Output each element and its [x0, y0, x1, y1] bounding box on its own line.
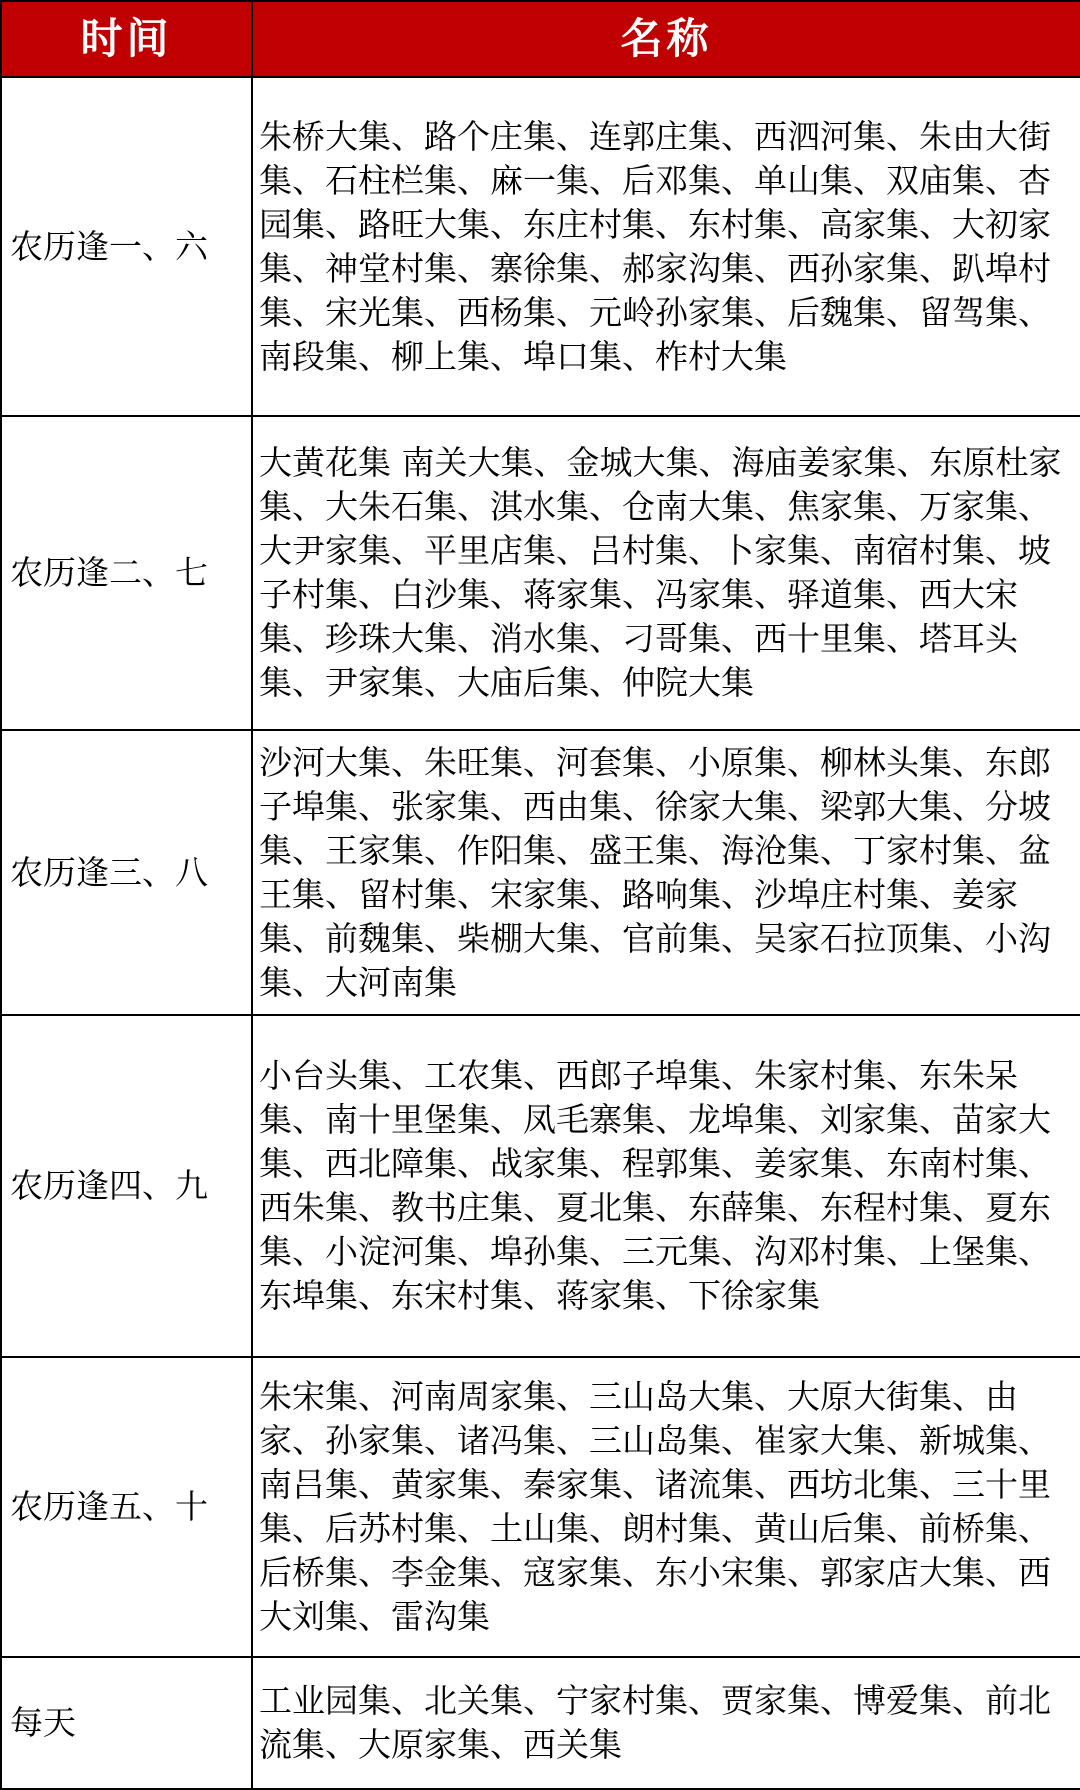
- row-time: 农历逢三、八: [1, 730, 252, 1015]
- table-row: [1, 416, 1080, 730]
- header-name: 名称: [252, 1, 1080, 77]
- row-time: 农历逢二、七: [1, 416, 252, 730]
- row-names: 大黄花集 南关大集、金城大集、海庙姜家集、东原杜家集、大朱石集、淇水集、仓南大集、焦家集、万家集、大尹家集、平里店集、吕村集、卜家集、南宿村集、坡子村集、白沙集、蒋家集、冯家集、驿道集、西大宋集、珍珠大集、消水集、刁哥集、西十里集、塔耳头集、尹家集、大庙后集、仲院大集: [252, 416, 1080, 730]
- row-names: 朱桥大集、路个庄集、连郭庄集、西泗河集、朱由大街集、石柱栏集、麻一集、后邓集、单山集、双庙集、杏园集、路旺大集、东庄村集、东村集、高家集、大初家集、神堂村集、寨徐集、郝家沟集、西孙家集、趴埠村集、宋光集、西杨集、元岭孙家集、后魏集、留驾集、南段集、柳上集、埠口集、柞村大集: [252, 77, 1080, 416]
- row-names: 工业园集、北关集、宁家村集、贾家集、博爱集、前北流集、大原家集、西关集: [252, 1657, 1080, 1789]
- row-time: 农历逢五、十: [1, 1357, 252, 1657]
- row-names: 小台头集、工农集、西郎子埠集、朱家村集、东朱呆集、南十里堡集、凤毛寨集、龙埠集、刘家集、苗家大集、西北障集、战家集、程郭集、姜家集、东南村集、西朱集、教书庄集、夏北集、东薛集、东程村集、夏东集、小淀河集、埠孙集、三元集、沟邓村集、上堡集、东埠集、东宋村集、蒋家集、下徐家集: [252, 1015, 1080, 1357]
- table-row: [1, 1657, 1080, 1789]
- header-time: 时间: [1, 1, 252, 77]
- row-time: 农历逢一、六: [1, 77, 252, 416]
- table-row: [1, 730, 1080, 1015]
- table-row: [1, 1015, 1080, 1357]
- table-row: [1, 77, 1080, 416]
- row-time: 每天: [1, 1657, 252, 1789]
- row-names: 朱宋集、河南周家集、三山岛大集、大原大街集、由家、孙家集、诸冯集、三山岛集、崔家大集、新城集、南吕集、黄家集、秦家集、诸流集、西坊北集、三十里集、后苏村集、土山集、朗村集、黄山后集、前桥集、后桥集、李金集、寇家集、东小宋集、郭家店大集、西大刘集、雷沟集: [252, 1357, 1080, 1657]
- table-header-row: [1, 1, 1080, 77]
- row-time: 农历逢四、九: [1, 1015, 252, 1357]
- row-names: 沙河大集、朱旺集、河套集、小原集、柳林头集、东郎子埠集、张家集、西由集、徐家大集、梁郭大集、分坡集、王家集、作阳集、盛王集、海沧集、丁家村集、盆王集、留村集、宋家集、路响集、沙埠庄村集、姜家集、前魏集、柴棚大集、官前集、吴家石拉顶集、小沟集、大河南集: [252, 730, 1080, 1015]
- table-row: [1, 1357, 1080, 1657]
